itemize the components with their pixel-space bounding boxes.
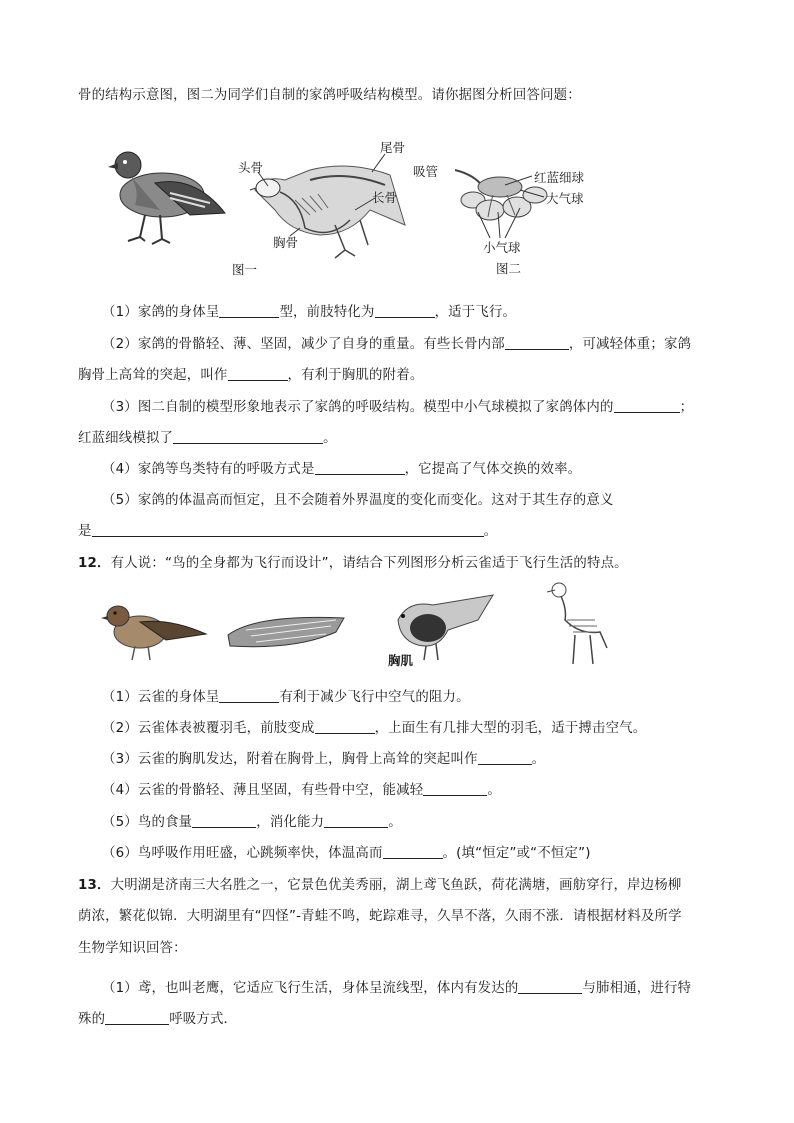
q13-stem-line2: 荫浓，繁花似锦．大明湖里有“四怪”-青蛙不鸣，蛇踪难寻，久旱不落，久雨不涨．请根据材料及所学	[78, 909, 682, 924]
figure2-leader-lines	[0, 0, 794, 300]
q11-p3: （3）图二自制的模型形象地表示了家鸽的呼吸结构。模型中小气球模拟了家鸽体内的 ；	[102, 400, 694, 415]
q13-stem-line1: 13．大明湖是济南三大名胜之一，它景色优美秀丽，湖上鸢飞鱼跃，荷花满塘，画舫穿行，岸边杨柳	[78, 878, 682, 893]
q12-p3: （3）云雀的胸肌发达，附着在胸骨上，胸骨上高耸的突起叫作 。	[102, 752, 546, 767]
q11-p5: （5）家鸽的体温高而恒定，且不会随着外界温度的变化而变化。这对于其生存的意义	[102, 493, 614, 508]
q11-p4: （4）家鸽等鸟类特有的呼吸方式是 ，它提高了气体交换的效率。	[102, 462, 582, 477]
q12-p5-blank2[interactable]	[324, 813, 388, 828]
q12-p3-blank[interactable]	[478, 750, 532, 765]
q13-p1-cont: 殊的 呼吸方式．	[78, 1012, 238, 1027]
q13-number: 13．	[78, 878, 111, 893]
q12-number: 12．	[78, 556, 111, 571]
q11-p2-blank2[interactable]	[228, 366, 288, 381]
bird-skeleton-illustration	[545, 580, 615, 670]
label-small-balloon: 小气球	[483, 240, 521, 255]
q12-stem: 12．有人说：“鸟的全身都为飞行而设计”，请结合下列图形分析云雀适于飞行生活的特点。	[78, 556, 628, 571]
q12-p6-blank[interactable]	[383, 844, 443, 859]
q13-p1-blank2[interactable]	[105, 1010, 169, 1025]
lark-illustration	[100, 594, 210, 666]
q11-p1: （1）家鸽的身体呈 型，前肢特化为 ，适于飞行。	[102, 305, 517, 320]
figure2-caption: 图二	[496, 261, 522, 276]
q12-p5-blank1[interactable]	[192, 813, 256, 828]
q12-p2-blank[interactable]	[315, 719, 375, 734]
q11-p5-cont: 是 。	[78, 524, 498, 539]
q11-p2: （2）家鸽的骨骼轻、薄、坚固，减少了自身的重量。有些长骨内部 ，可减轻体重；家鸽	[102, 337, 692, 352]
q11-p1-blank2[interactable]	[375, 303, 435, 318]
q12-p4: （4）云雀的骨骼轻、薄且坚固，有些骨中空，能减轻 。	[102, 783, 501, 798]
label-thread: 红蓝细球	[534, 170, 585, 185]
label-chest-muscle: 胸肌	[388, 653, 414, 668]
label-skull: 头骨	[238, 160, 264, 175]
q13-stem-line3: 生物学知识回答：	[78, 941, 187, 956]
label-sternum: 胸骨	[273, 235, 299, 250]
q11-p3-blank2[interactable]	[173, 429, 323, 444]
q11-p3-blank1[interactable]	[614, 398, 680, 413]
q13-p1-blank1[interactable]	[518, 979, 582, 994]
q11-p2-cont: 胸骨上高耸的突起，叫作 ，有利于胸肌的附着。	[78, 368, 424, 383]
label-straw: 吸管	[413, 164, 439, 179]
q12-p1-blank[interactable]	[219, 688, 279, 703]
q12-p4-blank[interactable]	[423, 781, 487, 796]
q12-p5: （5）鸟的食量 ，消化能力 。	[102, 815, 402, 830]
figure1-caption: 图一	[232, 262, 258, 277]
q11-p5-blank[interactable]	[92, 522, 484, 537]
wing-illustration	[226, 610, 346, 660]
label-tail-bone: 尾骨	[380, 140, 406, 155]
q12-p2: （2）云雀体表被覆羽毛，前肢变成 ，上面生有几排大型的羽毛，适于搏击空气。	[102, 721, 647, 736]
q11-p2-blank1[interactable]	[505, 335, 569, 350]
q12-p1: （1）云雀的身体呈 有利于减少飞行中空气的阻力。	[102, 690, 470, 705]
intro-text: 骨的结构示意图，图二为同学们自制的家鸽呼吸结构模型。请你据图分析回答问题：	[78, 88, 581, 103]
q13-p1: （1）鸢，也叫老鹰，它适应飞行生活，身体呈流线型，体内有发达的 与肺相通，进行特	[102, 981, 692, 996]
q12-p6: （6）鸟呼吸作用旺盛，心跳频率快，体温高而 。(填“恒定”或“不恒定”)	[102, 846, 591, 861]
q11-p1-blank1[interactable]	[219, 303, 279, 318]
q11-p3-cont: 红蓝细线模拟了 。	[78, 431, 337, 446]
label-long-bone: 长骨	[372, 190, 398, 205]
label-big-balloon: 大气球	[546, 191, 584, 206]
q11-p4-blank[interactable]	[315, 460, 405, 475]
